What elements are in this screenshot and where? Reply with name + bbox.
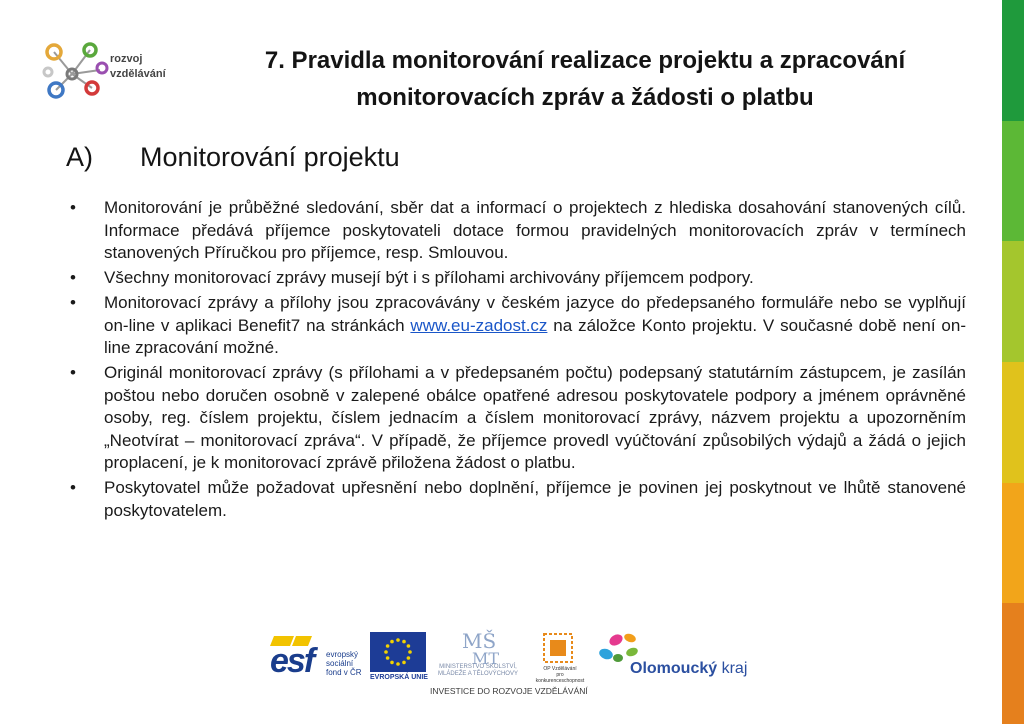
color-stripes (1002, 0, 1024, 724)
section-heading (66, 142, 400, 173)
bullet-marker: • (70, 363, 76, 382)
eu-flag (370, 632, 426, 672)
bullet-item (66, 267, 966, 290)
bullet-marker: • (70, 198, 76, 217)
bullet-item (66, 362, 966, 475)
bullet-item (66, 477, 966, 522)
msmt-label: MINISTERSTVO ŠKOLSTVÍ, MLÁDEŽE A TĚLOVÝCHOVY (438, 664, 518, 677)
bullet-text: Poskytovatel může požadovat upřesnění nebo doplnění, příjemce je povinen jej poskytnout ve lhůtě stanovené poskytovatelem. (104, 478, 966, 520)
esf-caption: evropský sociální fond v ČR (326, 650, 362, 677)
bullet-item (66, 292, 966, 360)
olomoucky-kraj-text: Olomoucký kraj (630, 660, 748, 677)
bullet-text: Monitorovací zprávy a přílohy jsou zpracovávány v českém jazyce do předepsaného formuláře nebo se vyplňují on-line v aplikaci Benefit7 na stránkách www.eu-zadost.cz na záložce Konto projektu. V současné době není on-line zpracování možné. (104, 293, 966, 357)
slide-title: 7. Pravidla monitorování realizace projektu a zpracování monitorovacích zpráv a žádosti o platbu (264, 47, 906, 111)
op-label: OP Vzdělávání pro konkurenceschopnost (535, 666, 585, 684)
esf-logo (268, 632, 366, 686)
bullet-text: Monitorování je průběžné sledování, sběr dat a informací o projektech z hlediska dosahování stanovených cílů. Informace předává příjemce poskytovateli dotace formou pravidelných monitorovacích zpráv v termínech stanovených Příručkou pro příjemce, resp. Smlouvou. (104, 198, 966, 262)
bullet-marker: • (70, 478, 76, 497)
section-title: Monitorování projektu (140, 142, 400, 172)
section-letter: A) (66, 142, 93, 172)
bullet-marker: • (70, 293, 76, 312)
investice-caption: INVESTICE DO ROZVOJE VZDĚLÁVÁNÍ (430, 686, 588, 696)
bullet-list (66, 197, 966, 525)
eu-label: EVROPSKÁ UNIE (370, 674, 428, 681)
bullet-text: Všechny monitorovací zprávy musejí být i s přílohami archivovány příjemcem podpory. (104, 268, 754, 287)
eu-zadost-link[interactable]: www.eu-zadost.cz (410, 315, 548, 335)
bullet-marker: • (70, 268, 76, 287)
svg-text:MT: MT (472, 649, 500, 668)
svg-text:MŠ: MŠ (462, 629, 497, 653)
footer-logos (268, 624, 768, 704)
bullet-text: Originál monitorovací zprávy (s přílohami a v předepsaném počtu) podepsaný statutárním zástupcem, je zasílán poštou nebo doručen osobně v zalepené obálce opatřené adresou poskytovatele podpory a jménem oprávněné osoby, reg. číslem projektu, číslem jednacím a číslem monitorovací zprávy, názvem projektu a upozorněním „Neotvírat – monitorovací zpráva“. V případě, že příjemce provedl vyúčtování způsobilých výdajů a žádá o jejich proplacení, je k monitorovací zprávě přiložena žádost o platbu. (104, 363, 966, 472)
bullet-item (66, 197, 966, 265)
esf-mark: esf (270, 642, 314, 680)
logo-text: rozvoj vzdělávání (110, 53, 166, 80)
